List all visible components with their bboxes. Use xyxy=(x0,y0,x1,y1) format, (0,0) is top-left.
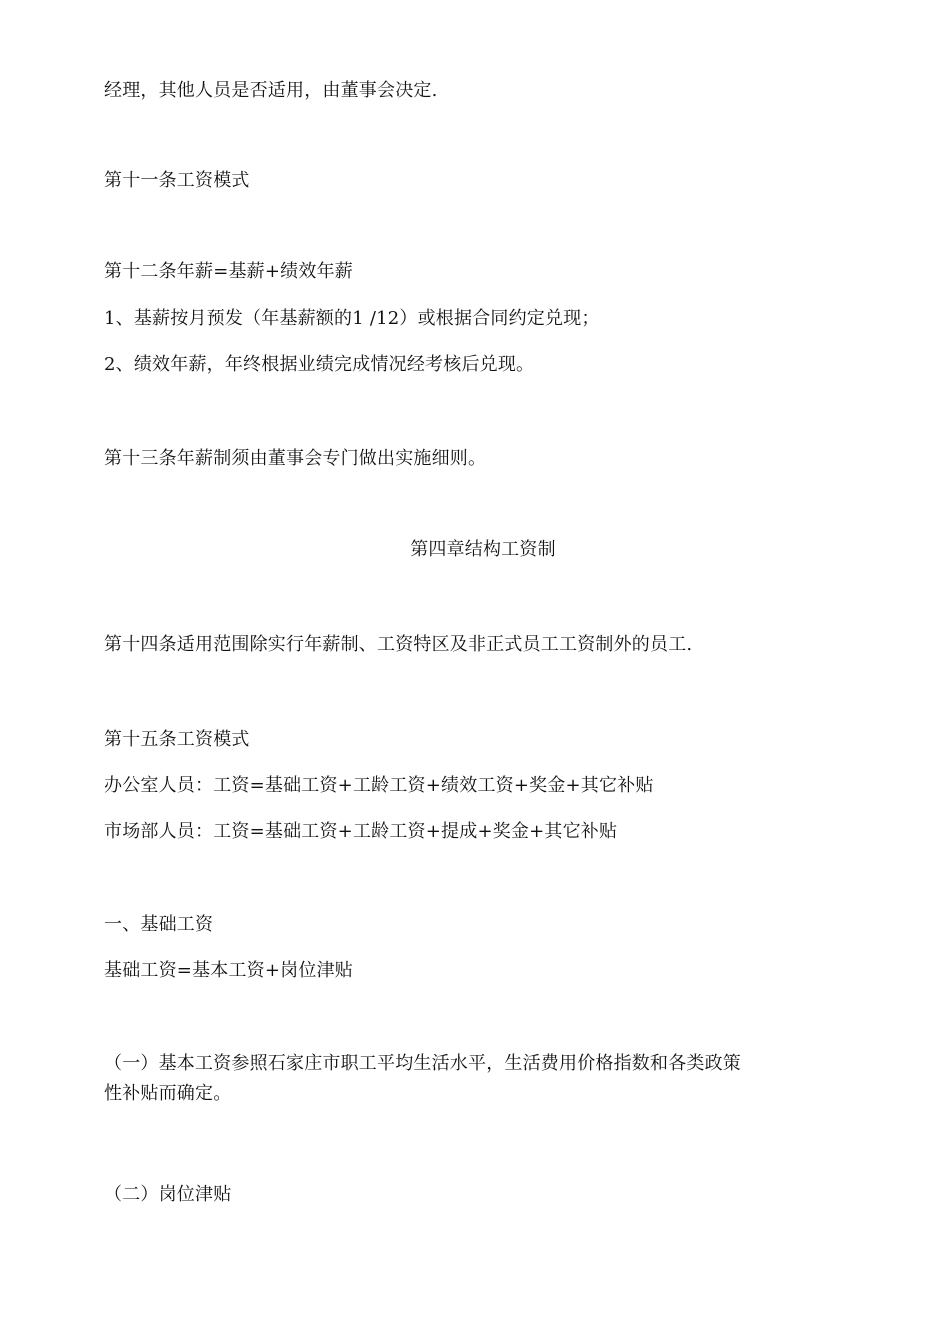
article-13-text: 第十三条年薪制须由董事会专门做出实施细则。 xyxy=(104,448,487,469)
subsection-1-continuation: 性补贴而确定。 xyxy=(104,1083,232,1104)
article-11-heading: 第十一条工资模式 xyxy=(104,170,250,191)
article-14-text: 第十四条适用范围除实行年薪制、工资特区及非正式员工工资制外的员工. xyxy=(104,634,693,655)
article-15-heading: 第十五条工资模式 xyxy=(104,729,250,750)
paragraph-continuation: 经理，其他人员是否适用，由董事会决定. xyxy=(104,80,438,101)
office-staff-formula: 办公室人员：工资=基础工资+工龄工资+绩效工资+奖金+其它补贴 xyxy=(104,775,654,796)
section-basic-wage-heading: 一、基础工资 xyxy=(104,914,214,935)
subsection-1-text: （一）基本工资参照石家庄市职工平均生活水平，生活费用价格指数和各类政策 xyxy=(104,1053,741,1074)
list-item-1: 1、基薪按月预发（年基薪额的1 /12）或根据合同约定兑现； xyxy=(104,308,600,329)
article-12-heading: 第十二条年薪=基薪+绩效年薪 xyxy=(104,261,353,282)
chapter-4-title: 第四章结构工资制 xyxy=(410,539,556,560)
basic-wage-formula: 基础工资=基本工资+岗位津贴 xyxy=(104,960,353,981)
list-item-2: 2、绩效年薪，年终根据业绩完成情况经考核后兑现。 xyxy=(104,354,535,375)
subsection-2-heading: （二）岗位津贴 xyxy=(104,1184,232,1205)
market-staff-formula: 市场部人员：工资=基础工资+工龄工资+提成+奖金+其它补贴 xyxy=(104,821,618,842)
